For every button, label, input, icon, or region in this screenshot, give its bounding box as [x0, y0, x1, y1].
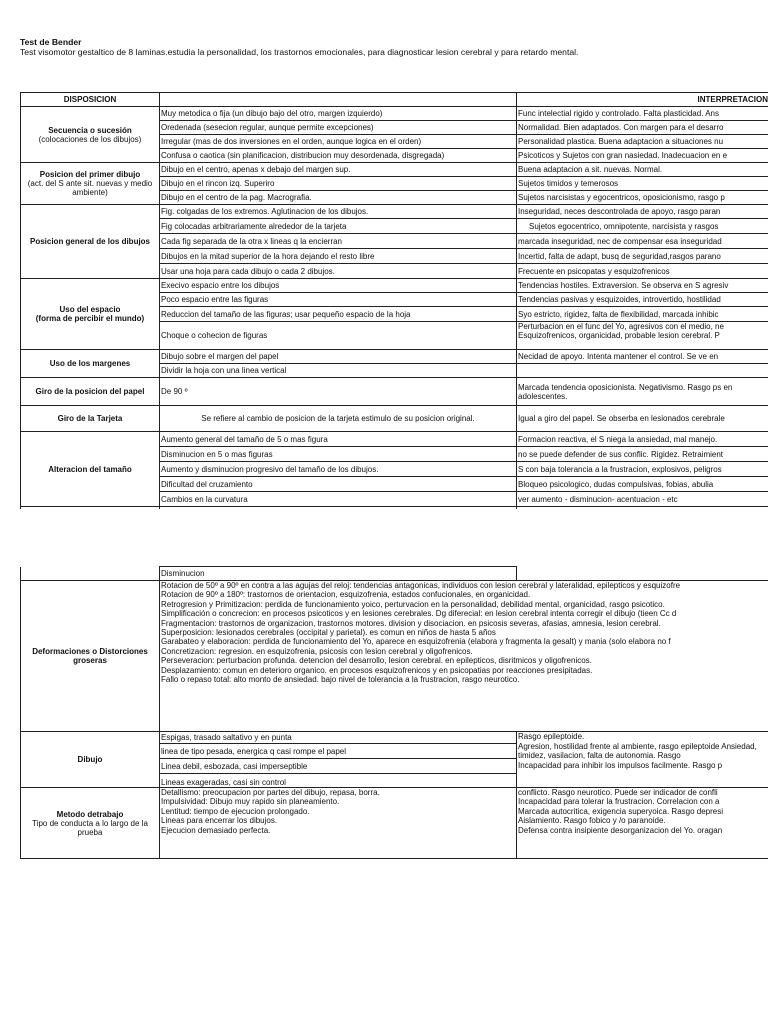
desc-cell: Irregular (mas de dos inversiones en el orden, aunque logica en el orden) — [160, 135, 517, 149]
interp-cell: Sujetos narcisistas y egocentricos, oposicionismo, rasgo p — [517, 191, 768, 205]
interp-cell: ver aumento - disminucion- acentuacion - etc — [517, 492, 768, 507]
desc-cell: Disminucion en 5 o mas figuras — [160, 447, 517, 462]
page-break — [0, 509, 768, 563]
metodo-interp-cell — [517, 788, 768, 859]
category-title: Uso del espacio — [59, 305, 121, 314]
category-title: Metodo detrabajo — [56, 809, 124, 819]
desc-cell: Oredenada (sesecion regular, aunque permite excepciones) — [160, 121, 517, 135]
interp-cell: Psicoticos y Sujetos con gran nasiedad. Inadecuacion en e — [517, 149, 768, 163]
desc-cell: Lineas exageradas, casi sin control — [160, 774, 517, 788]
interp-cell — [517, 364, 768, 378]
category-posicion-general: Posicion general de los dibujos — [21, 205, 160, 279]
interp-line: Rasgo epileptoide. — [518, 732, 585, 741]
metodo-line: Detallismo: preocupacion por partes del dibujo, repasa, borra. — [161, 788, 380, 797]
table-row — [21, 163, 768, 177]
deformacion-line: Rotacion de 50º a 90º en contra a las agujas del reloj: tendencias antagonicas, individuos con lesion cerebral y lateralidad, epilepticos y esquizofre — [161, 581, 681, 590]
desc-cell: Dibujo en el centro de la pag. Macrografia. — [160, 191, 517, 205]
interp-line: Agresion, hostilidad frente al ambiente, rasgo epileptoide Ansiedad, timidez, vasilacion, falta de autonomia. Rasgo — [518, 741, 757, 761]
interp-cell: Formacion reactiva, el S niega la ansiedad, mal manejo. — [517, 432, 768, 447]
table-row — [21, 788, 768, 859]
metodo-interp-line: Defensa contra insipiente desorganizacion del Yo. oragan — [518, 825, 723, 835]
document-subtitle: Test visomotor gestaltico de 8 laminas.estudia la personalidad, los trastornos emocionales, para diagnosticar lesion cerebral y para retardo mental. — [20, 47, 579, 57]
interp-cell — [517, 567, 768, 581]
category-metodo — [21, 788, 160, 859]
interp-cell: no se puede defender de sus conflic. Rigidez. Retraimient — [517, 447, 768, 462]
category-subtitle: Tipo de conducta a lo largo de la prueba — [32, 818, 148, 837]
table-row — [21, 581, 768, 732]
deformacion-line: Perseveracion: perturbacion profunda. detencion del desarrollo, lesion cerebral. en epilepticos, disritmicos y oligofrenicos. — [161, 656, 592, 666]
desc-cell: Dificultad del cruzamiento — [160, 477, 517, 492]
category-title: Secuencia o sucesión — [48, 125, 132, 135]
interp-cell: Frecuente en psicopatas y esquizofrenicos — [517, 264, 768, 279]
desc-cell: Cada fig separada de la otra x lineas q la encierran — [160, 234, 517, 249]
bender-table-page-2b — [20, 731, 768, 859]
interp-cell: Necidad de apoyo. Intenta mantener el control. Se ve en — [517, 350, 768, 364]
deformacion-line: Superposicion: lesionados cerebrales (occipital y parietal). es comun en niños de hasta 5 años — [161, 628, 496, 638]
category-subtitle: (act. del S ante sit. nuevas y medio ambiente) — [27, 179, 153, 197]
table-row — [21, 406, 768, 432]
category-subtitle: (colocaciones de los dibujos) — [38, 134, 142, 144]
table-row — [21, 432, 768, 447]
metodo-interp-line: conflicto. Rasgo neurotico. Puede ser indicador de confli — [518, 788, 718, 797]
metodo-desc-cell — [160, 788, 517, 859]
desc-cell: Fig colocadas arbitrariamente alrededor de la tarjeta — [160, 219, 517, 234]
category-giro-tarjeta: Giro de la Tarjeta — [21, 406, 160, 432]
desc-cell: Poco espacio entre las figuras — [160, 293, 517, 307]
category-secuencia — [21, 107, 160, 163]
interp-cell: marcada inseguridad, nec de compensar esa inseguridad — [517, 234, 768, 249]
header-disposicion: DISPOSICION — [21, 93, 160, 107]
category-margenes: Uso de los margenes — [21, 350, 160, 378]
deformacion-line: Concretizacion: regresion. en esquizofrenia, psicosis con lesion cerebral y oligofrenicos. — [161, 646, 473, 656]
desc-cell: Aumento general del tamaño de 5 o mas figura — [160, 432, 517, 447]
table-row — [21, 732, 768, 744]
metodo-line: Impulsividad: Dibujo muy rapido sin planeamiento. — [161, 797, 340, 807]
desc-cell: Dibujo sobre el margen del papel — [160, 350, 517, 364]
desc-cell: Dividir la hoja con una linea vertical — [160, 364, 517, 378]
desc-cell: Espigas, trasado saltativo y en punta — [160, 732, 517, 744]
deformacion-line: Garabateo y elaboracion: perdida de funcionamiento del Yo, aparece en esquizofrenia (elabora y fragmenta la gesalt) y mania (solo elabora no f — [161, 637, 671, 647]
table-header-row — [21, 93, 768, 107]
interp-cell: Personalidad plastica. Buena adaptacion a situaciones nu — [517, 135, 768, 149]
category-espacio — [21, 279, 160, 350]
desc-cell: Dibujo en el centro, apenas x debajo del margen sup. — [160, 163, 517, 177]
desc-cell: Muy metodica o fija (un dibujo bajo del otro, margen izquierdo) — [160, 107, 517, 121]
desc-cell: Dibujos en la mitad superior de la hora dejando el resto libre — [160, 249, 517, 264]
interp-cell: Syo estricto, rigidez, falta de flexibilidad, marcada inhibic — [517, 307, 768, 322]
interp-cell: Normalidad. Bien adaptados. Con margen para el desarro — [517, 121, 768, 135]
desc-cell: Confusa o caotica (sin planificacion, distribucion muy desordenada, disgregada) — [160, 149, 517, 163]
category-subtitle: (forma de percibir el mundo) — [35, 314, 145, 323]
desc-cell: Reduccion del tamaño de las figuras; usar pequeño espacio de la hoja — [160, 307, 517, 322]
interp-line: Incapacidad para inhibir los impulsos facilmente. Rasgo p — [518, 760, 723, 770]
interp-cell: Igual a giro del papel. Se obserba en lesionados cerebrale — [517, 406, 768, 432]
table-row — [21, 567, 768, 581]
desc-cell: Choque o cohecion de figuras — [160, 322, 517, 350]
desc-cell: Se refiere al cambio de posicion de la tarjeta estimulo de su posicion original. — [160, 406, 517, 432]
interp-cell: Bloqueo psicologico, dudas compulsivas, fobias, abulia — [517, 477, 768, 492]
header-interpretacion: INTERPRETACION — [517, 93, 768, 107]
metodo-interp-line: Incapacidad para tolerar la frustracion. Correlacion con a — [518, 797, 720, 807]
interp-cell: Perturbacion en el func del Yo, agresivos con el medio, ne Esquizofrenicos, organicidad, probable lesion cerebral. P — [517, 322, 768, 350]
metodo-interp-line: Marcada autocritica, exigencia superyoica. Rasgo depresi — [518, 806, 723, 816]
metodo-line: Lineas para encerrar los dibujos. — [161, 816, 278, 826]
desc-cell: Aumento y disminucion progresivo del tamaño de los dibujos. — [160, 462, 517, 477]
interp-cell: Buena adaptacion a sit. nuevas. Normal. — [517, 163, 768, 177]
deformacion-line: Simplificación o concrecion: en procesos psicoticos y en lesiones cerebrales. Dg diferecial: en lesion cerebral intenta corregir el dibujo (tieen Cc d — [161, 609, 677, 619]
document-title: Test de Bender — [20, 37, 82, 47]
desc-cell: Dibujo en el rincon izq. Superiro — [160, 177, 517, 191]
interp-cell: Inseguridad, neces descontrolada de apoyo, rasgo paran — [517, 205, 768, 219]
interp-cell: Incertid, falta de adapt, busq de seguridad,rasgos parano — [517, 249, 768, 264]
deformacion-line: Fragmentacion: trastornos de organizacion, trastornos motores. division y disociacion. en psicosis severas, afasias, amnesia, lesion cerebral. — [161, 618, 661, 628]
table-row — [21, 378, 768, 406]
interp-cell: Sujetos timidos y temerosos — [517, 177, 768, 191]
metodo-line: Lentitud: tiempo de ejecucion prolongado. — [161, 806, 310, 816]
deformacion-line: Retrogresion y Primitizacion: perdida de funcionamiento yoico, perturvacion en la personalidad, debilidad mental, organicidad, rasgo psicotico. — [161, 599, 665, 609]
desc-cell: Usar una hoja para cada dibujo o cada 2 dibujos. — [160, 264, 517, 279]
interp-cell: Tendencias hostiles. Extraversion. Se observa en S agresiv — [517, 279, 768, 293]
interp-cell: Sujetos egocentrico, omnipotente, narcisista y rasgos — [517, 219, 768, 234]
category-giro-papel: Giro de la posicion del papel — [21, 378, 160, 406]
category-posicion-primer — [21, 163, 160, 205]
deformacion-line: Rotacion de 90º a 180º: trastornos de orientacion, esquizofrenia, estados confucionales, en organicidad. — [161, 590, 531, 600]
desc-cell: Fig. colgadas de los extremos. Aglutinacion de los dibujos. — [160, 205, 517, 219]
metodo-interp-line: Aislamiento. Rasgo fobico y /o paranoide. — [518, 816, 666, 826]
table-row — [21, 279, 768, 293]
dibujo-interp-cell — [517, 732, 768, 788]
document-header — [20, 37, 578, 57]
category-tamano: Alteracion del tamaño — [21, 432, 160, 507]
category-dibujo: Dibujo — [21, 732, 160, 788]
table-row — [21, 205, 768, 219]
deformacion-line: Desplazamiento: comun en deterioro organico. en procesos esquizofrenicos y en psicopatias por reacciones presipitadas. — [161, 665, 593, 675]
interp-cell: Func intelectial rigido y controlado. Falta plasticidad. Ans — [517, 107, 768, 121]
desc-cell: linea de tipo pesada, energica q casi rompe el papel — [160, 744, 517, 759]
desc-cell: Cambios en la curvatura — [160, 492, 517, 507]
interp-cell: Marcada tendencia oposicionista. Negativismo. Rasgo ps en adolescentes. — [517, 378, 768, 406]
bender-table-page-2 — [20, 566, 768, 732]
table-row — [21, 350, 768, 364]
bender-table-page-1 — [20, 92, 768, 522]
deformaciones-cell — [160, 581, 768, 732]
deformacion-line: Fallo o repaso total: alto monto de ansiedad. bajo nivel de tolerancia a la frustracion, rasgo neurotico. — [161, 675, 520, 685]
desc-cell: Execivo espacio entre los dibujos — [160, 279, 517, 293]
desc-cell: Linea debil, esbozada, casi imperseptible — [160, 759, 517, 774]
desc-cell: Disminucion — [160, 567, 517, 581]
metodo-line: Ejecucion demasiado perfecta. — [161, 825, 271, 835]
desc-cell: De 90 º — [160, 378, 517, 406]
interp-cell: Tendencias pasivas y esquizoides, introvertido, hostilidad — [517, 293, 768, 307]
interp-cell: S con baja tolerancia a la frustracion, explosivos, peligros — [517, 462, 768, 477]
category-deformaciones: Deformaciones o Distorciones groseras — [21, 581, 160, 732]
table-row — [21, 107, 768, 121]
category-title: Posicion del primer dibujo — [39, 170, 141, 179]
